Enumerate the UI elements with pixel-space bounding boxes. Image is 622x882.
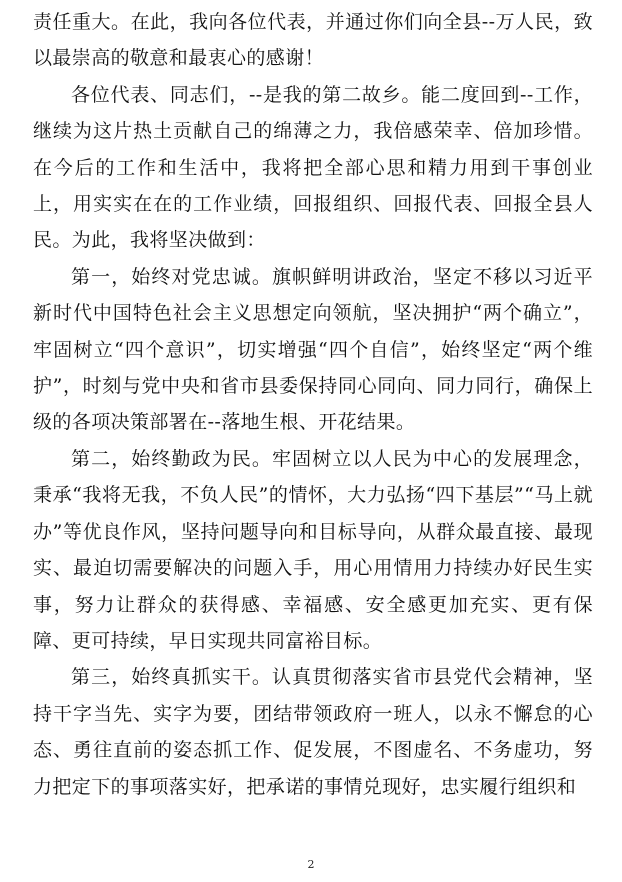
paragraph-point-three: 第三，始终真抓实干。认真贯彻落实省市县党代会精神，坚持干字当先、实字为要，团结带领政府一班人，以永不懈怠的心态、勇往直前的姿态抓工作、促发展，不图虚名、不务虚功，努力把定下的事项落实好，把承诺的事情兑现好，忠实履行组织和 (33, 666, 593, 798)
paragraph-second-hometown: 各位代表、同志们，--是我的第二故乡。能二度回到--工作，继续为这片热土贡献自己的绵薄之力，我倍感荣幸、倍加珍惜。在今后的工作和生活中，我将把全部心思和精力用到干事创业上，用实实在在的工作业绩，回报组织、回报代表、回报全县人民。为此，我将坚决做到： (33, 83, 593, 252)
paragraph-point-two: 第二，始终勤政为民。牢固树立以人民为中心的发展理念，秉承“我将无我，不负人民”的情怀，大力弘扬“四下基层”“马上就办”等优良作风，坚持问题导向和目标导向，从群众最直接、最现实、最迫切需要解决的问题入手，用心用情用力持续办好民生实事，努力让群众的获得感、幸福感、安全感更加充实、更有保障、更可持续，早日实现共同富裕目标。 (33, 447, 593, 652)
paragraph-point-one: 第一，始终对党忠诚。旗帜鲜明讲政治，坚定不移以习近平新时代中国特色社会主义思想定向领航，坚决拥护“两个确立”，牢固树立“四个意识”，切实增强“四个自信”，始终坚定“两个维护”，时刻与党中央和省市县委保持同心同向、同力同行，确保上级的各项决策部署在--落地生根、开花结果。 (33, 265, 593, 434)
page-number: 2 (307, 858, 315, 871)
paragraph-continuation: 责任重大。在此，我向各位代表，并通过你们向全县--万人民，致以最崇高的敬意和最衷心的感谢！ (33, 11, 593, 70)
document-body (33, 4, 593, 805)
